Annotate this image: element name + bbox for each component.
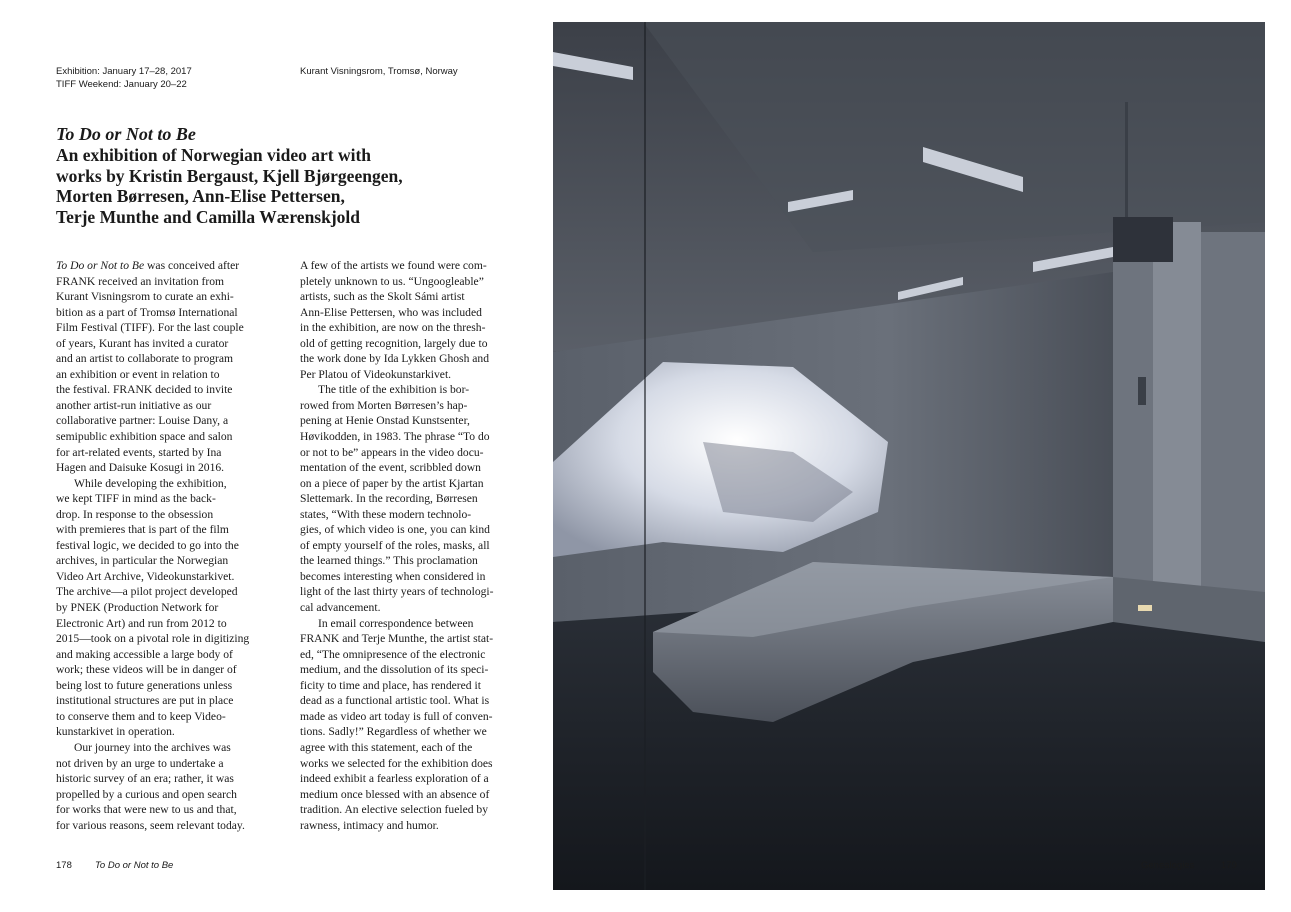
line-text: Høvikodden, in 1983. The phrase “To do xyxy=(300,430,490,444)
body-line xyxy=(56,476,264,492)
line-text: gies, of which video is one, you can kind xyxy=(300,523,490,537)
line-text: for art-related events, started by Ina xyxy=(56,445,222,459)
line-text: of years, Kurant has invited a curator xyxy=(56,336,229,350)
body-line xyxy=(300,616,508,632)
body-line xyxy=(56,662,264,678)
body-line xyxy=(300,413,508,429)
line-text: becomes interesting when considered in xyxy=(300,569,486,583)
line-text: tradition. An elective selection fueled by xyxy=(300,803,489,817)
line-text: another artist-run initiative as our xyxy=(56,398,212,412)
line-text: for works that were new to us and that, xyxy=(56,803,237,817)
body-line xyxy=(56,647,264,663)
body-column-2 xyxy=(300,258,508,833)
body-line xyxy=(300,818,508,834)
body-line xyxy=(56,413,264,429)
title-block xyxy=(56,124,476,228)
line-text: institutional structures are put in place xyxy=(56,694,234,708)
line-text: 2015—took on a pivotal role in digitizing xyxy=(56,632,250,646)
body-line xyxy=(56,382,264,398)
line-text: Ann-Elise Pettersen, who was included xyxy=(300,305,482,319)
body-line xyxy=(300,771,508,787)
body-line xyxy=(56,336,264,352)
body-line xyxy=(56,740,264,756)
body-line xyxy=(300,336,508,352)
body-line xyxy=(300,258,508,274)
body-line xyxy=(300,569,508,585)
body-line xyxy=(300,382,508,398)
line-text: festival logic, we decided to go into the xyxy=(56,538,239,552)
body-line xyxy=(56,631,264,647)
body-column-1 xyxy=(56,258,264,833)
line-text: propelled by a curious and open search xyxy=(56,787,237,801)
body-line xyxy=(300,678,508,694)
line-text: ed, “The omnipresence of the electronic xyxy=(300,647,486,661)
body-line xyxy=(56,274,264,290)
body-line xyxy=(300,740,508,756)
line-text: the learned things.” This proclamation xyxy=(300,554,478,568)
line-text: rawness, intimacy and humor. xyxy=(300,818,439,832)
line-text: bition as a part of Tromsø International xyxy=(56,305,238,319)
line-text: work; these videos will be in danger of xyxy=(56,663,237,677)
body-line xyxy=(56,398,264,414)
body-line xyxy=(300,538,508,554)
line-text: on a piece of paper by the artist Kjartan xyxy=(300,476,484,490)
body-line xyxy=(300,305,508,321)
line-text: FRANK and Terje Munthe, the artist stat- xyxy=(300,632,494,646)
page-number-right: 179 xyxy=(1221,860,1237,871)
body-line xyxy=(56,429,264,445)
line-text: was conceived after xyxy=(144,259,240,272)
line-text: pletely unknown to us. “Ungoogleable” xyxy=(300,274,484,288)
body-line xyxy=(300,787,508,803)
body-line xyxy=(56,678,264,694)
exhibition-date-line: Exhibition: January 17–28, 2017 xyxy=(56,66,192,77)
body-line xyxy=(56,258,264,274)
body-line xyxy=(56,584,264,600)
body-line xyxy=(56,569,264,585)
line-text: A few of the artists we found were com- xyxy=(300,259,487,272)
line-text: tions. Sadly!” Regardless of whether we xyxy=(300,725,487,739)
body-line xyxy=(56,491,264,507)
line-text: In email correspondence between xyxy=(318,616,474,630)
body-line xyxy=(300,553,508,569)
line-text: by PNEK (Production Network for xyxy=(56,601,219,615)
line-text: The archive—a pilot project developed xyxy=(56,585,238,599)
body-line xyxy=(56,305,264,321)
line-text: states, “With these modern technolo- xyxy=(300,507,472,521)
line-text: being lost to future generations unless xyxy=(56,678,233,692)
line-text: Electronic Art) and run from 2012 to xyxy=(56,616,227,630)
line-text: agree with this statement, each of the xyxy=(300,740,473,754)
body-line xyxy=(300,522,508,538)
line-text: While developing the exhibition, xyxy=(74,476,227,490)
line-text: drop. In response to the obsession xyxy=(56,507,214,521)
body-line xyxy=(56,522,264,538)
running-title: To Do or Not to Be xyxy=(95,860,174,871)
line-text: indeed exhibit a fearless exploration of a xyxy=(300,772,489,786)
line-text: Slettemark. In the recording, Børresen xyxy=(300,492,478,506)
line-text: collaborative partner: Louise Dany, a xyxy=(56,414,229,428)
line-text: of empty yourself of the roles, masks, all xyxy=(300,538,490,552)
line-text: an exhibition or event in relation to xyxy=(56,367,220,381)
body-line xyxy=(56,538,264,554)
venue-line: Kurant Visningsrom, Tromsø, Norway xyxy=(300,66,458,77)
page-number-left: 178 xyxy=(56,860,72,871)
body-line xyxy=(300,429,508,445)
body-line xyxy=(56,756,264,772)
body-line xyxy=(300,445,508,461)
line-text: Per Platou of Videokunstarkivet. xyxy=(300,367,452,381)
body-line xyxy=(300,507,508,523)
body-line xyxy=(56,771,264,787)
line-text: kunstarkivet in operation. xyxy=(56,725,175,739)
line-text: made as video art today is full of conven- xyxy=(300,709,493,723)
line-text: mentation of the event, scribbled down xyxy=(300,461,481,475)
line-text: not driven by an urge to undertake a xyxy=(56,756,224,770)
body-line xyxy=(56,709,264,725)
body-line xyxy=(300,274,508,290)
line-text: semipublic exhibition space and salon xyxy=(56,430,233,444)
line-text: historic survey of an era; rather, it was xyxy=(56,772,234,786)
line-text: The title of the exhibition is bor- xyxy=(318,383,470,397)
article-title: To Do or Not to Be xyxy=(56,124,196,144)
title-reference: To Do or Not to Be xyxy=(56,259,145,272)
body-line xyxy=(300,802,508,818)
body-line xyxy=(300,693,508,709)
line-text: Kurant Visningsrom to curate an exhi- xyxy=(56,290,234,304)
body-line xyxy=(56,787,264,803)
body-line xyxy=(56,320,264,336)
line-text: ficity to time and place, has rendered it xyxy=(300,678,481,692)
line-text: cal advancement. xyxy=(300,601,381,615)
exhibition-photo xyxy=(553,22,1265,890)
body-line xyxy=(300,460,508,476)
body-line xyxy=(300,476,508,492)
body-line xyxy=(56,724,264,740)
body-line xyxy=(56,553,264,569)
line-text: rowed from Morten Børresen’s hap- xyxy=(300,398,468,412)
line-text: the festival. FRANK decided to invite xyxy=(56,383,233,397)
body-line xyxy=(300,600,508,616)
body-line xyxy=(56,616,264,632)
line-text: or not to be” appears in the video docu- xyxy=(300,445,484,459)
body-line xyxy=(56,351,264,367)
article-subtitle: An exhibition of Norwegian video art with works by Kristin Bergaust, Kjell Bjørgeengen, Morten Børresen, Ann-Elise Pettersen, Terje Munthe and Camilla Wærenskjold xyxy=(56,145,403,228)
line-text: works we selected for the exhibition does xyxy=(300,756,493,770)
line-text: pening at Henie Onstad Kunstsenter, xyxy=(300,414,470,428)
body-line xyxy=(300,351,508,367)
body-line xyxy=(56,445,264,461)
section-name: Genealogies xyxy=(1141,860,1195,871)
body-line xyxy=(300,398,508,414)
body-line xyxy=(56,693,264,709)
line-text: artists, such as the Skolt Sámi artist xyxy=(300,290,465,304)
body-line xyxy=(56,818,264,834)
line-text: to conserve them and to keep Video- xyxy=(56,709,226,723)
line-text: light of the last thirty years of technologi- xyxy=(300,585,494,599)
exhibition-dates xyxy=(56,65,192,91)
line-text: FRANK received an invitation from xyxy=(56,274,225,288)
line-text: Video Art Archive, Videokunstarkivet. xyxy=(56,569,235,583)
body-line xyxy=(56,600,264,616)
body-line xyxy=(300,724,508,740)
body-line xyxy=(300,647,508,663)
line-text: old of getting recognition, largely due to xyxy=(300,336,488,350)
body-line xyxy=(300,289,508,305)
body-line xyxy=(300,756,508,772)
body-line xyxy=(300,709,508,725)
body-line xyxy=(56,367,264,383)
line-text: archives, in particular the Norwegian xyxy=(56,554,229,568)
body-line xyxy=(56,289,264,305)
body-line xyxy=(300,320,508,336)
line-text: dead as a functional artistic tool. What is xyxy=(300,694,490,708)
body-line xyxy=(56,460,264,476)
line-text: with premieres that is part of the film xyxy=(56,523,229,537)
body-line xyxy=(300,662,508,678)
body-line xyxy=(300,491,508,507)
line-text: Our journey into the archives was xyxy=(74,740,231,754)
line-text: for various reasons, seem relevant today. xyxy=(56,818,245,832)
line-text: and making accessible a large body of xyxy=(56,647,233,661)
body-line xyxy=(56,802,264,818)
line-text: and an artist to collaborate to program xyxy=(56,352,234,366)
tiff-weekend-line: TIFF Weekend: January 20–22 xyxy=(56,79,187,90)
body-line xyxy=(300,584,508,600)
body-line xyxy=(56,507,264,523)
line-text: we kept TIFF in mind as the back- xyxy=(56,492,216,506)
body-line xyxy=(300,631,508,647)
line-text: Hagen and Daisuke Kosugi in 2016. xyxy=(56,461,225,475)
body-line xyxy=(300,367,508,383)
line-text: medium once blessed with an absence of xyxy=(300,787,490,801)
line-text: the work done by Ida Lykken Ghosh and xyxy=(300,352,490,366)
line-text: Film Festival (TIFF). For the last couple xyxy=(56,321,244,335)
line-text: in the exhibition, are now on the thresh- xyxy=(300,321,486,335)
line-text: medium, and the dissolution of its speci- xyxy=(300,663,489,677)
